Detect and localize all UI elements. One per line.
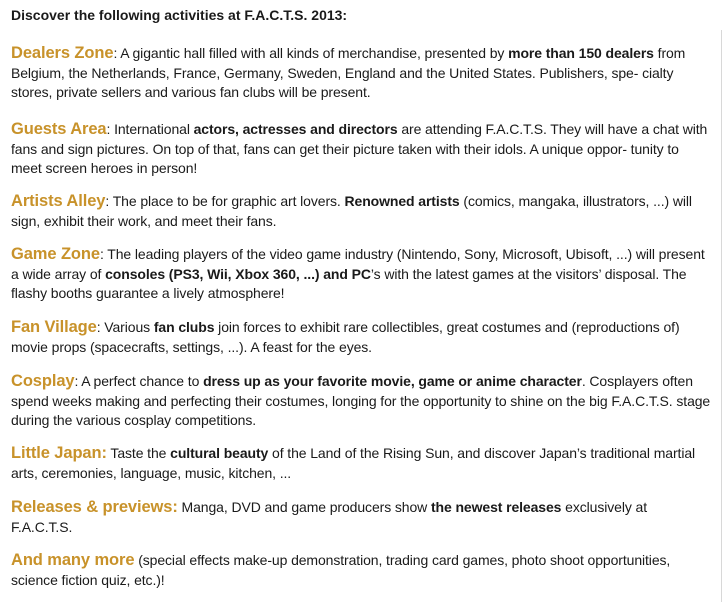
- section-heading: Game Zone: [11, 245, 100, 263]
- section-text: ’s with the latest games at the visitors’ disposal. The flashy booths guarantee a lively atmosphere!: [11, 265, 687, 301]
- section-text: exclusively at F.A.C.T.S.: [11, 499, 648, 535]
- section-dealers-zone: [11, 44, 711, 103]
- section-text: (comics, mangaka, illustrators, ...) will sign, exhibit their work, and meet their fans.: [11, 193, 692, 229]
- intro-heading: Discover the following activities at F.A.C.T.S. 2013:: [11, 7, 348, 23]
- section-highlight: consoles (PS3, Wii, Xbox 360, ...) and PC: [105, 265, 371, 282]
- section-heading: Artists Alley: [11, 192, 106, 210]
- section-text: : A perfect chance to: [74, 373, 204, 389]
- section-highlight: dress up as your favorite movie, game or anime character: [203, 373, 582, 389]
- section-heading: Dealers Zone: [11, 44, 114, 62]
- section-heading: Fan Village: [11, 318, 97, 336]
- section-highlight: Renowned artists: [344, 193, 460, 209]
- section-highlight: the newest releases: [430, 499, 562, 515]
- section-heading: Cosplay: [11, 372, 75, 390]
- section-highlight: cultural beauty: [170, 445, 269, 461]
- section-fan-village: [11, 318, 711, 357]
- section-text: : A gigantic hall filled with all kinds of merchandise, presented by: [113, 45, 509, 61]
- section-heading: Releases & previews:: [11, 498, 178, 516]
- section-text: : International: [106, 121, 194, 137]
- section-artists-alley: [11, 192, 711, 231]
- section-heading: And many more: [11, 551, 135, 569]
- section-text: from Belgium, the Netherlands, France, Germany, Sweden, England and the United States. Publishers, spe- cialty stores, private sellers and various fan clubs will be present.: [11, 45, 686, 100]
- section-highlight: actors, actresses and directors: [193, 121, 398, 137]
- section-text: are attending F.A.C.T.S. They will have a chat with fans and sign pictures. On top of that, fans can get their picture taken with their idols. A unique oppor- tunity to meet screen heroes in person!: [11, 121, 708, 176]
- section-text: Manga, DVD and game producers show: [177, 499, 431, 515]
- section-game-zone: [11, 245, 711, 304]
- section-and-many-more: [11, 551, 711, 590]
- section-releases-previews: [11, 498, 711, 537]
- section-text: join forces to exhibit rare collectibles, great costumes and (reproductions of) movie props (spacecrafts, settings, ...). A feast for the eyes.: [11, 319, 680, 355]
- section-cosplay: [11, 372, 711, 431]
- section-text: of the Land of the Rising Sun, and discover Japan’s traditional martial arts, ceremonies, language, music, kitchen, ...: [11, 445, 696, 481]
- section-heading: Guests Area: [11, 120, 107, 138]
- section-text: . Cosplayers often spend weeks making and perfecting their costumes, longing for the opportunity to shine on the big F.A.C.T.S. stage during the various cosplay competitions.: [11, 373, 711, 428]
- section-text: : The place to be for graphic art lovers.: [105, 193, 345, 209]
- section-text: : Various: [96, 319, 154, 335]
- section-text: : The leading players of the video game industry (Nintendo, Sony, Microsoft, Ubisoft, ...) will present a wide array of: [11, 246, 705, 282]
- section-highlight: fan clubs: [153, 319, 215, 335]
- section-heading: Little Japan:: [11, 444, 107, 462]
- section-text: (special effects make-up demonstration, trading card games, photo shoot opportunities, science fiction quiz, etc.)!: [11, 552, 671, 588]
- section-highlight: more than 150 dealers: [508, 45, 654, 61]
- section-guests-area: [11, 120, 711, 179]
- section-little-japan: [11, 444, 711, 483]
- section-text: Taste the: [106, 445, 171, 461]
